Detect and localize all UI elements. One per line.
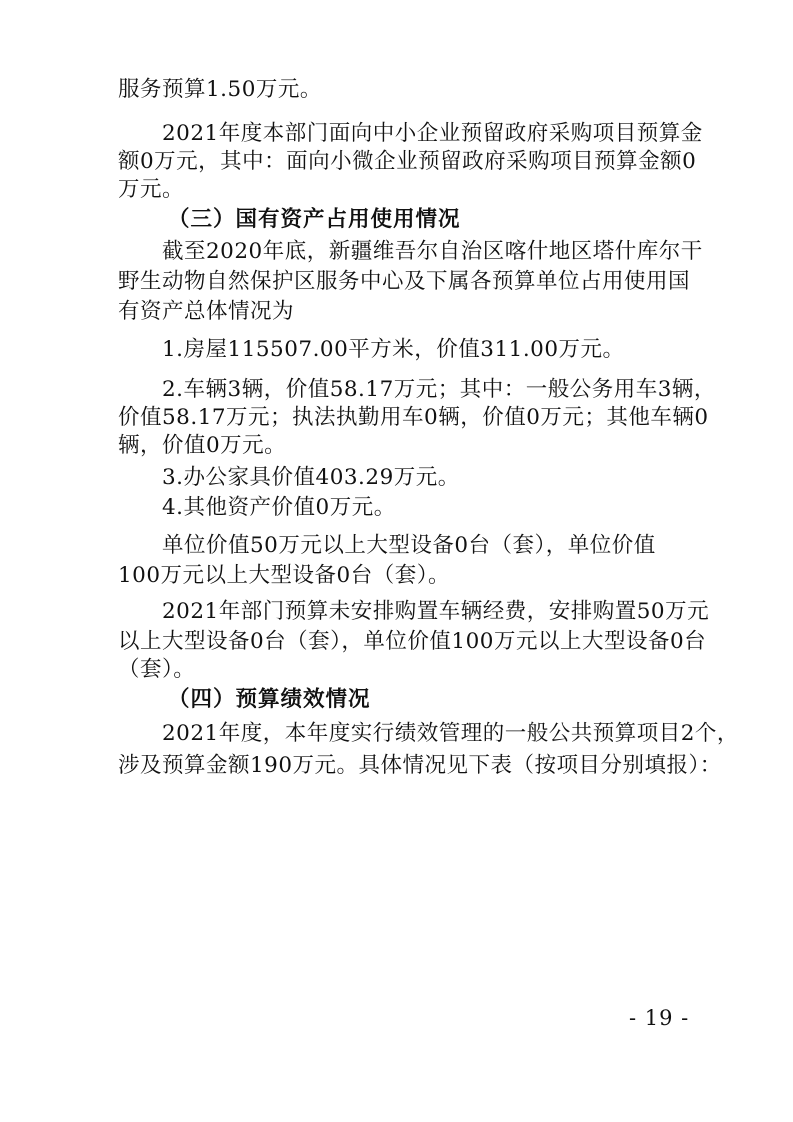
paragraph-line: 100万元以上大型设备0台（套）。 [118, 563, 450, 588]
paragraph-line: 截至2020年底，新疆维吾尔自治区喀什地区塔什库尔干 [162, 239, 703, 264]
paragraph-line: （套）。 [118, 657, 196, 682]
paragraph-line: 4.其他资产价值0万元。 [162, 495, 396, 520]
paragraph-line: 涉及预算金额190万元。具体情况见下表（按项目分别填报）： [118, 753, 722, 778]
paragraph-line: 野生动物自然保护区服务中心及下属各预算单位占用使用国 [118, 269, 691, 294]
paragraph-line: 价值58.17万元；执法执勤用车0辆，价值0万元；其他车辆0 [118, 405, 709, 430]
page-number: - 19 - [629, 1006, 690, 1030]
paragraph-line: 2.车辆3辆，价值58.17万元；其中：一般公务用车3辆， [162, 377, 716, 402]
paragraph-line: 万元。 [118, 177, 185, 202]
paragraph-line: 单位价值50万元以上大型设备0台（套），单位价值 [162, 533, 656, 558]
paragraph-line: 服务预算1.50万元。 [118, 77, 322, 102]
paragraph-line: 辆，价值0万元。 [118, 433, 287, 458]
paragraph-line: 2021年度，本年度实行绩效管理的一般公共预算项目2个， [162, 721, 739, 746]
paragraph-line: 以上大型设备0台（套），单位价值100万元以上大型设备0台 [118, 629, 707, 654]
paragraph-line: 2021年部门预算未安排购置车辆经费，安排购置50万元 [162, 599, 710, 624]
paragraph-line: 1.房屋115507.00平方米，价值311.00万元。 [162, 337, 625, 362]
paragraph-line: 2021年度本部门面向中小企业预留政府采购项目预算金 [162, 121, 703, 146]
section-heading: （三）国有资产占用使用情况 [168, 207, 461, 232]
section-heading: （四）预算绩效情况 [168, 687, 371, 712]
paragraph-line: 有资产总体情况为 [118, 299, 295, 324]
paragraph-line: 3.办公家具价值403.29万元。 [162, 465, 460, 490]
paragraph-line: 额0万元，其中：面向小微企业预留政府采购项目预算金额0 [118, 149, 697, 174]
